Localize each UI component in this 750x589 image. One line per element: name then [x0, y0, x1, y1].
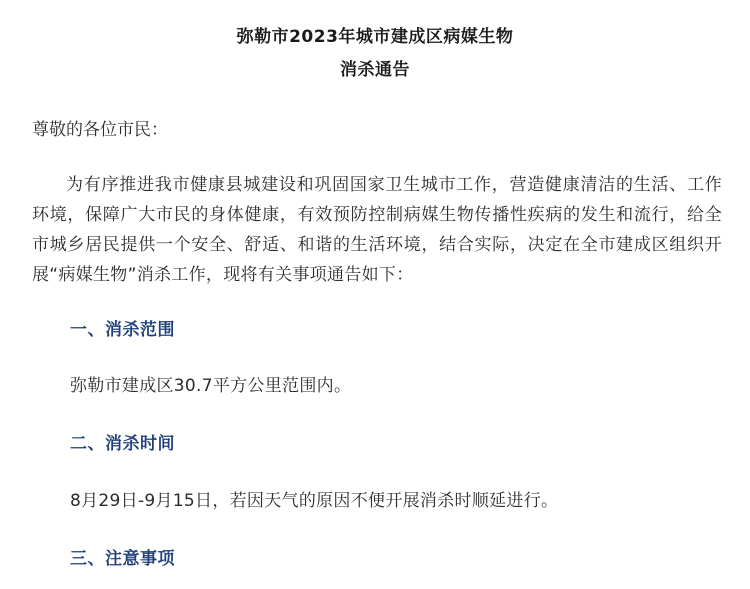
document-title-line1: 弥勒市2023年城市建成区病媒生物	[236, 27, 514, 47]
salutation: 尊敬的各位市民：	[32, 120, 168, 140]
section-heading-notes: 三、注意事项	[70, 549, 175, 569]
intro-paragraph: 为有序推进我市健康县城建设和巩固国家卫生城市工作，营造健康清洁的生活、工作环境，保障广大市民的身体健康，有效预防控制病媒生物传播性疾病的发生和流行，给全市城乡居民提供一个安全、舒适、和谐的生活环境，结合实际，决定在全市建成区组织开展“病媒生物”消杀工作，现将有关事项通告如下：	[32, 175, 722, 285]
document-title-line2: 消杀通告	[340, 60, 410, 80]
section-text-scope: 弥勒市建成区30.7平方公里范围内。	[70, 376, 352, 396]
section-text-time: 8月29日-9月15日，若因天气的原因不便开展消杀时顺延进行。	[70, 491, 559, 511]
section-heading-time: 二、消杀时间	[70, 434, 175, 454]
section-heading-scope: 一、消杀范围	[70, 320, 175, 340]
